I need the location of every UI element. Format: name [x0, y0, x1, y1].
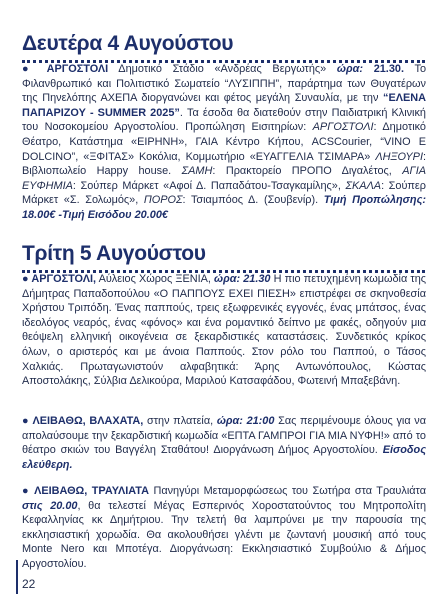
event-time: στις 20.00: [22, 499, 78, 512]
presale-place: ΑΡΓΟΣΤΟΛΙ: [312, 121, 374, 134]
presale-place: ΣΑΜΗ: [181, 165, 213, 178]
presale-place: ΣΚΑΛΑ: [345, 179, 382, 192]
event-travliata-festival: ● ΛΕΙΒΑΘΩ, ΤΡΑΥΛΙΑΤΑ Πανηγύρι Μεταμορφώσεως του Σωτήρα στα Τραυλιάτα στις 20.00, θα τελεστεί Μέγας Εσπερινός Χοροστατούντος του Μητροπολίτη Κεφαλληνίας κκ Δημήτριου. Την τελετή θα λαμπρύνει με την παρουσία της εκκλησιαστική χορωδία. Θα ακολουθήσει γλέντι με ζωντανή μουσική από τους Monte Nero και Μποτέγα. Διοργάνωση: Εκκλησιαστικό Συμβούλιο & Δήμος Αργοστολίου.: [22, 485, 426, 570]
event-location: ΑΡΓΟΣΤΟΛΙ,: [31, 273, 97, 285]
page-number-bar: [16, 560, 18, 594]
bullet-icon: ●: [22, 415, 33, 427]
event-vlachata-shadow-theatre: ● ΛΕΙΒΑΘΩ, ΒΛΑΧΑΤΑ, στην πλατεία, ώρα: 21:00 Σας περιμένουμε όλους για να απολαύσουμε την ξεκαρδιστική κωμωδία «ΕΠΤΑ ΓΑΜΠΡΟΙ ΓΙΑ ΜΙΑ ΝΥΦΗ!» από το θέατρο σκιών του Βαγγέλη Σταθάτου! Διοργάνωση Δήμος Αργοστολίου. Είσοδος ελεύθερη.: [22, 415, 427, 471]
event-time: ώρα: 21.30: [214, 273, 271, 285]
heading-tuesday: Τρίτη 5 Αυγούστου: [22, 242, 206, 265]
event-time: 21.30.: [362, 63, 404, 75]
presale-place: ΛΗΞΟΥΡΙ: [375, 150, 423, 163]
event-time-label: ώρα:: [336, 63, 363, 75]
bullet-icon: ●: [22, 273, 32, 285]
bullet-icon: ●: [22, 63, 47, 75]
presale-place: ΠΟΡΟΣ: [143, 194, 183, 207]
event-location: ΛΕΙΒΑΘΩ, ΤΡΑΥΛΙΑΤΑ: [34, 485, 149, 497]
event-argostoli-comedy: ● ΑΡΓΟΣΤΟΛΙ, Αύλειος Χώρος ΞΕΝΙΑ, ώρα: 21.30 Η πιο πετυχημένη κωμωδία της Δήμητρας Παπαδοπούλου «Ο ΠΑΠΠΟΥΣ ΕΧΕΙ ΠΙΕΣΗ» επιστρέφει σε σκηνοθεσία Χρήστου Τριπόδη. Ένας παππούς, τρεις εξωφρενικές εγγονές, ένας μπάτσος, ένας ιδεολόγος νεαρός, ένας «φόνος» και ένα ρομαντικό δείπνο με φακές, οδηγούν μια θεόψελη ελληνική οικογένεια σε ξεκαρδιστικές καταστάσεις. Συνδετικός κρίκος όλων, ο αριστερός και με άνοια Παππούς. Στον ρόλο του Παππού, ο Τάσος Χαλκιάς. Πρωταγωνιστούν αλφαβητικά: Άρης Αντωνόπουλος, Κώστας Αποστολάκης, Σύλβια Δελικούρα, Μαριλού Κατσαφάδου, Φωτεινή Μπαξεβάνη.: [22, 273, 427, 388]
event-time: ώρα: 21:00: [216, 415, 275, 427]
concert-title: “ΕΛΕΝΑ ΠΑΠΑΡΙΖΟΥ - SUMMER 2025”: [22, 92, 426, 119]
bullet-icon: ●: [22, 485, 35, 497]
event-location: ΑΡΓΟΣΤΟΛΙ: [46, 63, 109, 75]
free-entry: Είσοδος ελεύθερη.: [22, 444, 426, 471]
ticket-prices: Τιμή Προπώλησης: 18.00€ -Τιμή Εισόδου 20.00€: [22, 194, 426, 221]
presale-place: ΑΓΙΑ ΕΥΦΗΜΙΑ: [22, 165, 426, 192]
event-argostoli-concert: ● ΑΡΓΟΣΤΟΛΙ Δημοτικό Στάδιο «Ανδρέας Βεργωτής» ώρα: 21.30. Το Φιλανθρωπικό και Πολιτιστικό Σωματείο “ΛΥΣΙΠΠΗ”, παράρτημα των Θυγατέρων της Πηνελόπης ΑΧΕΠΑ διοργανώνει και φέτος μεγάλη Συναυλία, με την “ΕΛΕΝΑ ΠΑΠΑΡΙΖΟΥ - SUMMER 2025”. Τα έσοδα θα διατεθούν στην Παιδιατρική Κλινική του Νοσοκομείου Αργοστολίου. Προπώληση Εισιτηρίων: ΑΡΓΟΣΤΟΛΙ: Δημοτικό Θέατρο, Κατάστημα «ΕΙΡΗΝΗ», ΓΑΙΑ Κέντρο Κήπου, ACSCourier, “VINO E DOLCINO”, «ΞΦΙΤΑΣ» Κοκόλια, Κομμωτήριο «ΕΥΑΓΓΕΛΙΑ ΤΣΙΜΑΡΑ» ΛΗΞΟΥΡΙ: Βιβλιοπωλείο Happy house. ΣΑΜΗ: Πρακτορείο ΠΡΟΠΟ Διγαλέτος, ΑΓΙΑ ΕΥΦΗΜΙΑ: Σούπερ Μάρκετ «Αφοί Δ. Παπαδάτου-Τσαγκαμίλης», ΣΚΑΛΑ: Σούπερ Μάρκετ «Σ. Σολωμός», ΠΟΡΟΣ: Τσιαμπόος Δ. (Σουβενίρ). Τιμή Προπώλησης: 18.00€ -Τιμή Εισόδου 20.00€: [22, 63, 427, 221]
page-number: 22: [22, 577, 36, 591]
event-location: ΛΕΙΒΑΘΩ, ΒΛΑΧΑΤΑ,: [32, 415, 144, 427]
heading-monday: Δευτέρα 4 Αυγούστου: [22, 32, 234, 55]
